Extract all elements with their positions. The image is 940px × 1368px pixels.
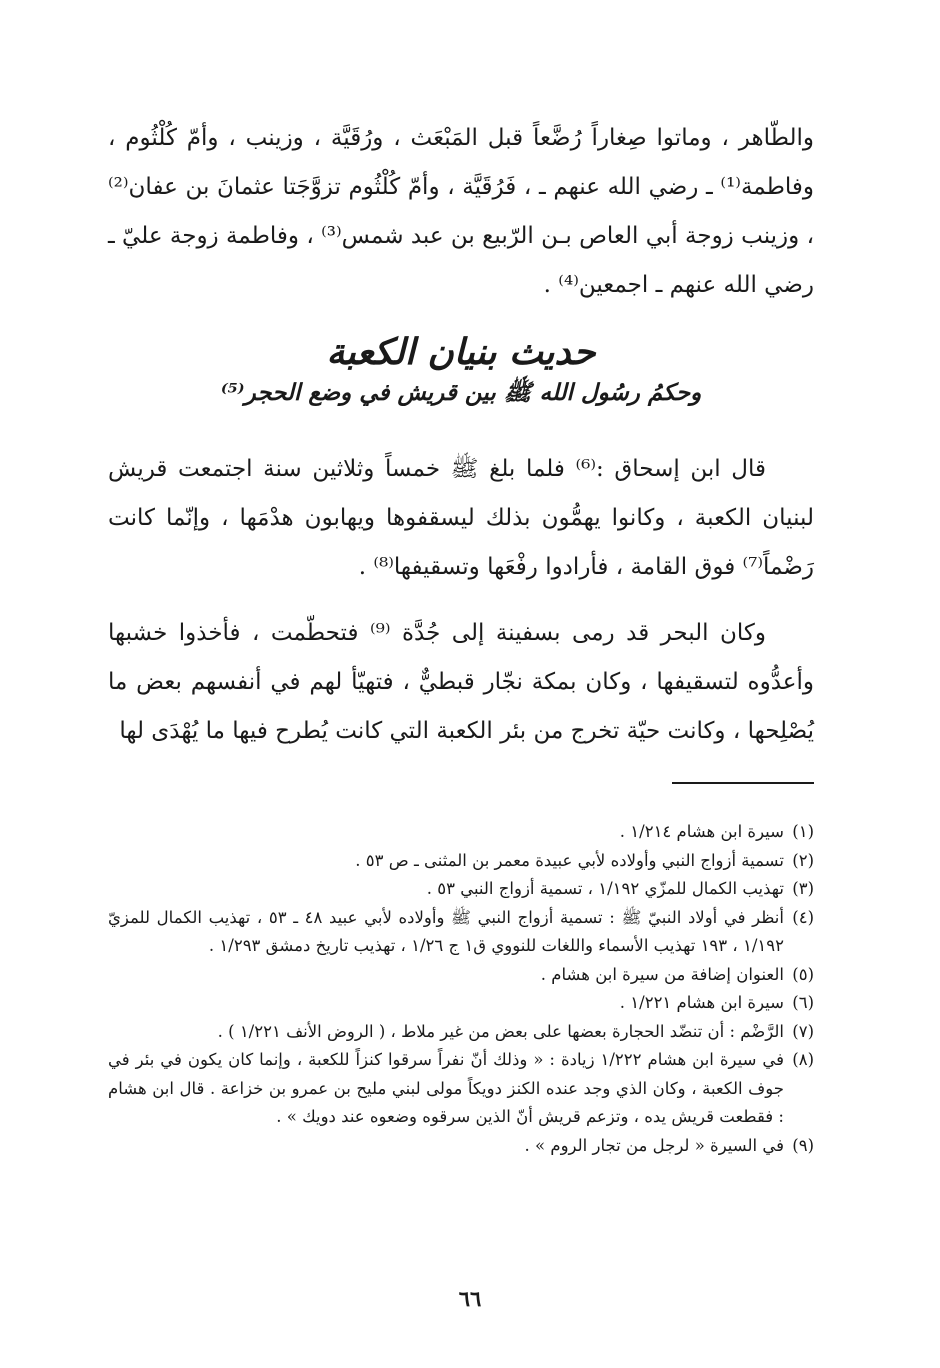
footnote-item <box>108 1046 814 1132</box>
footnote-separator <box>672 782 814 784</box>
footnote-number: (٦) <box>792 993 814 1012</box>
paragraph-text: وكان البحر قد رمى بسفينة إلى جُدَّة ⁽⁹⁾ فتحطّمت ، فأخذوا خشبها وأعدُّوه لتسقيفها ، وكان بمكة نجّار قبطيٌّ ، فتهيّأ لهم في أنفسهم بعض ما يُصْلِحها ، وكانت حيّة تخرج من بئر الكعبة التي كانت يُطرح فيها ما يُهْدَى لها <box>108 620 814 744</box>
footnote-text: تسمية أزواج النبي وأولاده لأبي عبيدة معمر بن المثنى ـ ص ٥٣ . <box>355 850 784 870</box>
footnote-item <box>108 875 814 904</box>
footnote-text: الرَّضْم : أن تنضّد الحجارة بعضها على بعض من غير ملاط ، ( الروض الأنف ١/٢٢١ ) . <box>217 1021 784 1041</box>
footnote-text: العنوان إضافة من سيرة ابن هشام . <box>540 964 784 984</box>
page-number: ٦٦ <box>458 1286 482 1311</box>
footnote-text: سيرة ابن هشام ١/٢١٤ . <box>619 822 784 841</box>
footnote-number: (٢) <box>792 850 814 870</box>
footnote-number: (٥) <box>792 964 814 984</box>
paragraph-text: والطّاهر ، وماتوا صِغاراً رُضَّعاً قبل المَبْعَث ، ورُقَيَّة ، وزينب ، وأمّ كُلْثُوم ، وفاطمة⁽¹⁾ ـ رضي الله عنهم ـ ، فَرُقَيَّة ، وأمّ كُلْثُوم تزوَّجَتا عثمانَ بن عفان⁽²⁾ ، وزينب زوجة أبي العاص بـن الرّبيع بن عبد شمس⁽³⁾ ، وفاطمة زوجة عليّ ـ رضي الله عنهم ـ اجمعين⁽⁴⁾ . <box>108 125 814 298</box>
footnote-item <box>108 961 814 990</box>
body-paragraph-2 <box>108 445 814 592</box>
body-paragraph-3 <box>108 609 814 756</box>
footnote-item <box>108 1132 814 1161</box>
footnotes-list <box>108 818 814 1160</box>
footnote-item <box>108 847 814 876</box>
footnote-item <box>108 818 814 847</box>
section-heading <box>108 328 814 410</box>
footnote-number: (٨) <box>792 1050 814 1069</box>
heading-subtitle: وحكمُ رسُول الله ﷺ بين قريش في وضع الحجر⁽⁵⁾ <box>220 379 702 406</box>
paragraph-text: قال ابن إسحاق :⁽⁶⁾ فلما بلغ ﷺ خمساً وثلاثين سنة اجتمعت قريش لبنيان الكعبة ، وكانوا يهمُّون بذلك ليسقفوها ويهابون هدْمَها ، وإنّما كانت رَضْماً⁽⁷⁾ فوق القامة ، فأرادوا رفْعَها وتسقيفها⁽⁸⁾ . <box>108 456 814 580</box>
footnote-number: (٤) <box>792 907 814 927</box>
footnote-text: سيرة ابن هشام ١/٢٢١ . <box>619 993 784 1012</box>
body-paragraph-1 <box>108 114 814 310</box>
footnote-number: (٧) <box>792 1021 814 1041</box>
footnote-item <box>108 989 814 1018</box>
footnote-text: أنظر في أولاد النبيّ ﷺ : تسمية أزواج النبي ﷺ وأولاده لأبي عبيد ٤٨ ـ ٥٣ ، تهذيب الكمال للمزيّ ١/١٩٢ ، ١٩٣ تهذيب الأسماء واللغات للنووي ق١ ج ١/٢٦ ، تهذيب تاريخ دمشق ١/٢٩٣ . <box>108 907 784 955</box>
footnote-number: (٣) <box>792 879 814 898</box>
footnote-text: تهذيب الكمال للمزّي ١/١٩٢ ، تسمية أزواج النبي ٥٣ . <box>426 879 784 898</box>
footnote-number: (٩) <box>792 1135 814 1155</box>
footnote-text: في سيرة ابن هشام ١/٢٢٢ زيادة : « وذلك أنّ نفراً سرقوا كنزاً للكعبة ، وإنما كان يكون في بئر في جوف الكعبة ، وكان الذي وجد عنده الكنز دويكاً مولى لبني مليح بن عمرو بن خزاعة . قال ابن هشام : فقطعت قريش يده ، وتزعم قريش أنّ الذين سرقوه وضعوه عند دويك » . <box>108 1050 785 1126</box>
footnote-item <box>108 1018 814 1047</box>
footnote-text: في السيرة « لرجل من تجار الروم » . <box>524 1135 784 1155</box>
footnote-number: (١) <box>792 822 814 841</box>
footnote-item <box>108 904 814 961</box>
heading-title: حديث بنيان الكعبة <box>326 331 596 373</box>
